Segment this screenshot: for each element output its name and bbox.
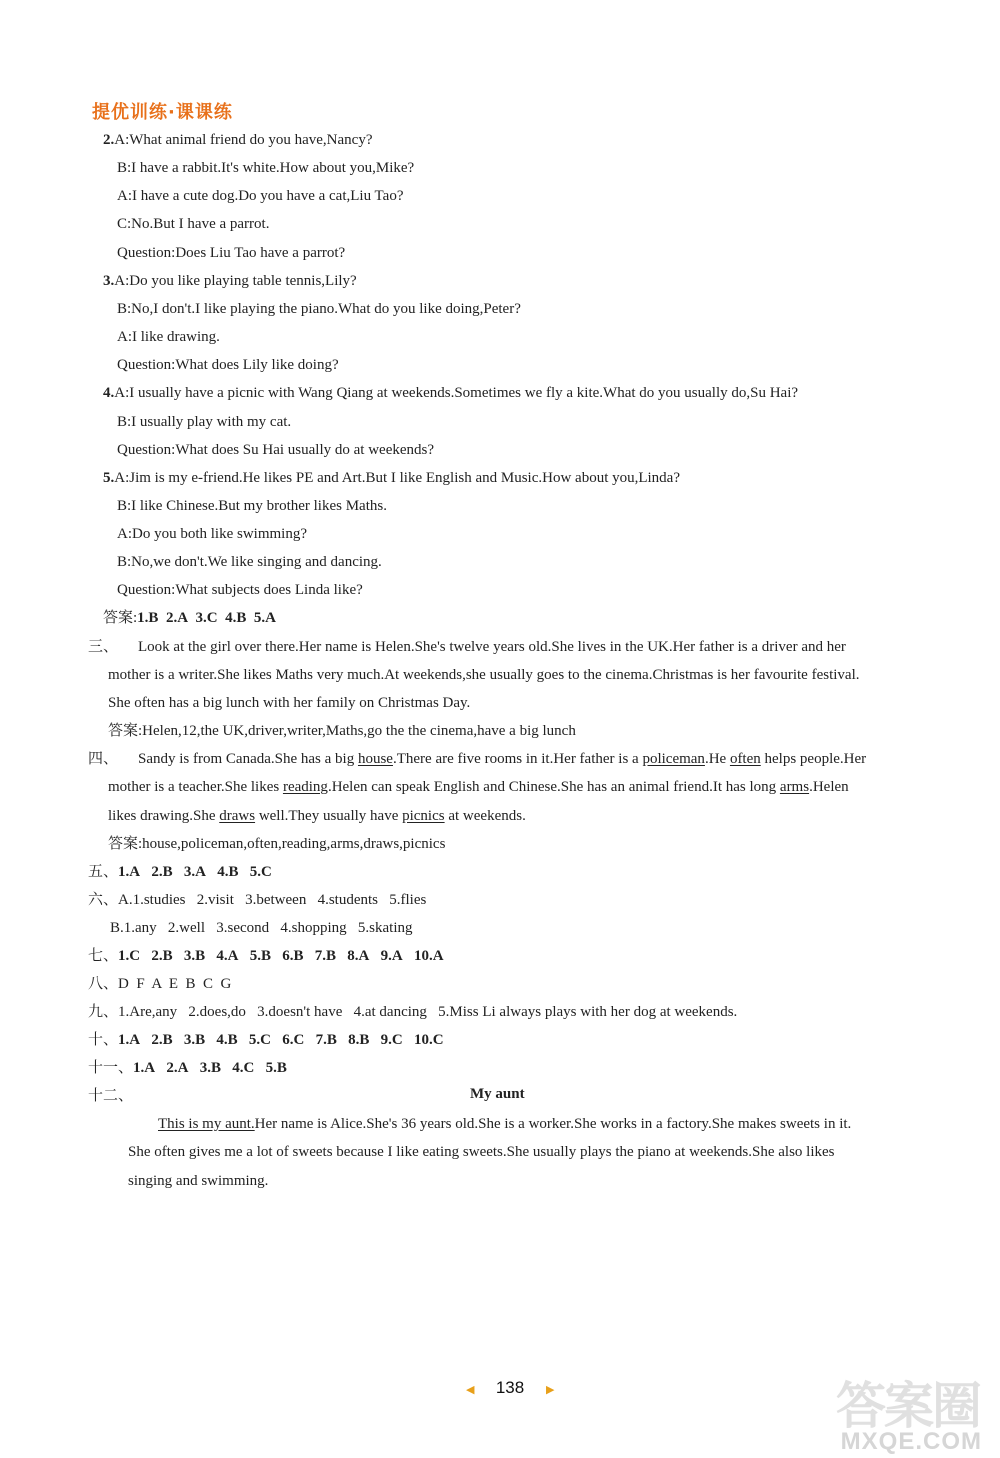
section-si-line-3: likes drawing.She draws well.They usually have picnics at weekends. [108,808,526,824]
dialog-2-question: Question:Does Liu Tao have a parrot? [117,245,346,261]
essay-line-1: This is my aunt.Her name is Alice.She's 36 years old.She is a worker.She works in a factory.She makes sweets in it. [158,1116,852,1132]
dialog-3-line-3: A:I like drawing. [117,329,220,345]
section-san-line-1: Look at the girl over there.Her name is Helen.She's twelve years old.She lives in the UK.Her father is a driver and her [138,639,846,655]
essay-title: My aunt [470,1086,525,1102]
dialog-5-line-2: B:I like Chinese.But my brother likes Maths. [117,498,387,514]
dialog-2-line-4: C:No.But I have a parrot. [117,216,270,232]
section-ba-answers: 八、D F A E B C G [88,976,232,992]
section-qi-answers: 七、1.C 2.B 3.B 4.A 5.B 6.B 7.B 8.A 9.A 10.A [88,948,444,964]
dialog-4-question: Question:What does Su Hai usually do at weekends? [117,442,435,458]
page-header: 提优训练·课课练 [92,102,233,123]
section-wu-answers: 五、1.A 2.B 3.A 4.B 5.C [88,864,272,880]
section-si-label: 四、 [88,751,119,767]
dialog-3-line-2: B:No,I don't.I like playing the piano.What do you like doing,Peter? [117,301,521,317]
essay-line-3: singing and swimming. [128,1173,269,1189]
watermark-url: MXQE.COM [840,1428,982,1455]
section-shi-answers: 十、1.A 2.B 3.B 4.B 5.C 6.C 7.B 8.B 9.C 10.C [88,1032,444,1048]
section-si-line-2: mother is a teacher.She likes reading.Helen can speak English and Chinese.She has an animal friend.It has long arms.Helen [108,779,849,795]
page-number: 138 [495,1378,525,1397]
dialog-2-line-2: B:I have a rabbit.It's white.How about you,Mike? [117,160,415,176]
dialog-4-line-1: 4.A:I usually have a picnic with Wang Qiang at weekends.Sometimes we fly a kite.What do you usually do,Su Hai? [103,385,799,401]
section-liu-row-b: B.1.any 2.well 3.second 4.shopping 5.skating [110,920,413,936]
section-san-answer: 答案:Helen,12,the UK,driver,writer,Maths,go the the cinema,have a big lunch [108,723,576,739]
left-arrow-icon: ◀ [466,1384,475,1396]
section-shier-label: 十二、 [88,1088,134,1104]
dialog-4-line-2: B:I usually play with my cat. [117,414,292,430]
section-san-line-2: mother is a writer.She likes Maths very much.At weekends,she usually goes to the cinema.Christmas is her favourite festival. [108,667,860,683]
dialog-5-line-1: 5.A:Jim is my e-friend.He likes PE and Art.But I like English and Music.How about you,Linda? [103,470,681,486]
dialog-3-question: Question:What does Lily like doing? [117,357,339,373]
dialog-2-line-1: 2.A:What animal friend do you have,Nancy? [103,132,373,148]
section-san-label: 三、 [88,639,119,655]
section-si-line-1: Sandy is from Canada.She has a big house.There are five rooms in it.Her father is a policeman.He often helps people.Her [138,751,867,767]
dialog-5-line-3: A:Do you both like swimming? [117,526,307,542]
section-liu-row-a: 六、A.1.studies 2.visit 3.between 4.students 5.flies [88,892,427,908]
essay-line-2: She often gives me a lot of sweets because I like eating sweets.She usually plays the piano at weekends.She also likes [128,1144,835,1160]
dialog-5-question: Question:What subjects does Linda like? [117,582,363,598]
dialog-5-line-4: B:No,we don't.We like singing and dancing. [117,554,382,570]
section-si-answer: 答案:house,policeman,often,reading,arms,draws,picnics [108,836,446,852]
watermark-logo: 答案圈 [836,1377,980,1435]
section-san-line-3: She often has a big lunch with her family on Christmas Day. [108,695,471,711]
answer-line-er: 答案:1.B 2.A 3.C 4.B 5.A [103,610,276,626]
dialog-3-line-1: 3.A:Do you like playing table tennis,Lily? [103,273,357,289]
section-jiu-answers: 九、1.Are,any 2.does,do 3.doesn't have 4.at dancing 5.Miss Li always plays with her dog at weekends. [88,1004,738,1020]
dialog-2-line-3: A:I have a cute dog.Do you have a cat,Liu Tao? [117,188,404,204]
right-arrow-icon: ▶ [546,1384,555,1396]
section-shiyi-answers: 十一、1.A 2.A 3.B 4.C 5.B [88,1060,287,1076]
